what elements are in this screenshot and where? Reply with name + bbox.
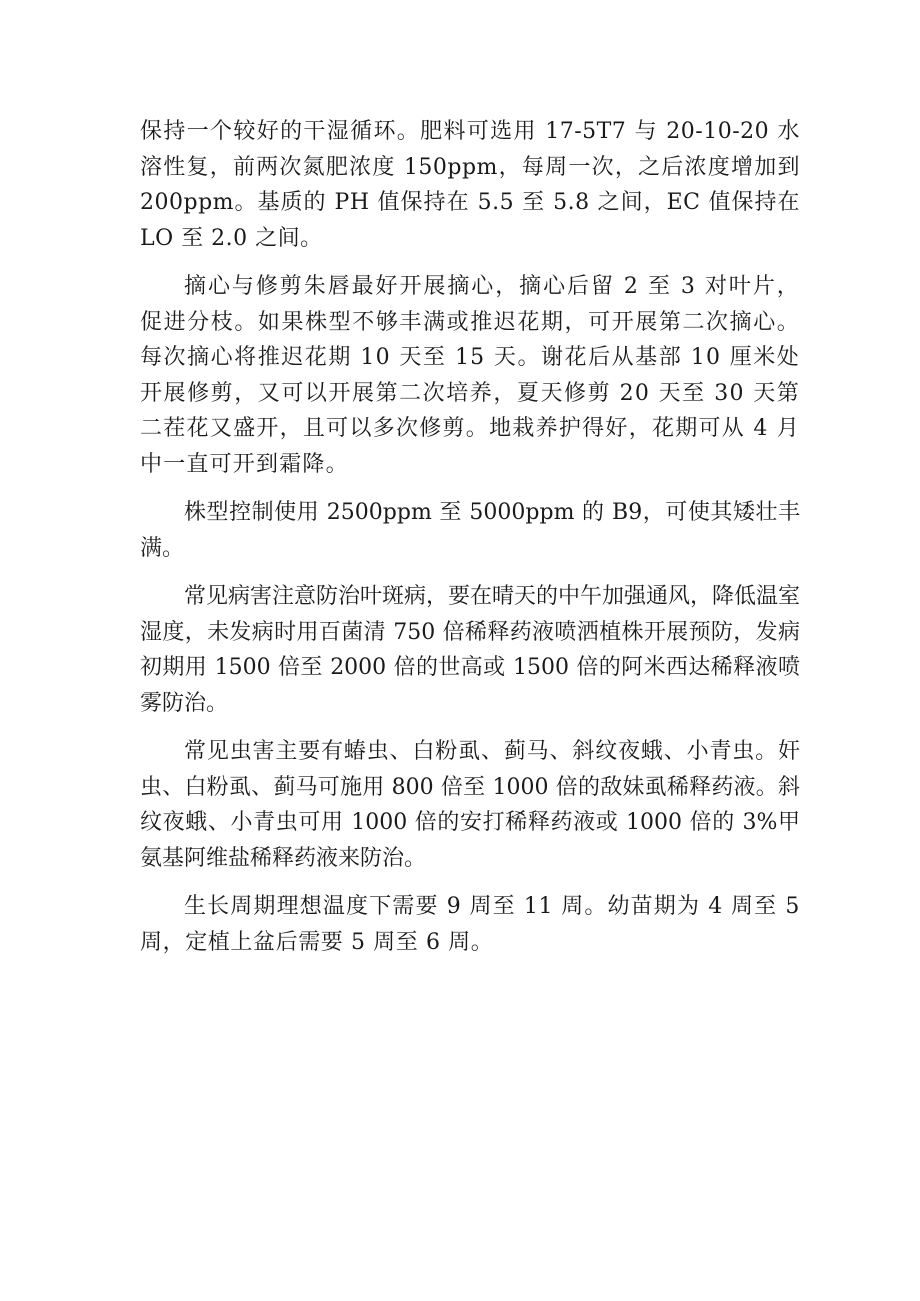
paragraph-growth-cycle: 生长周期理想温度下需要 9 周至 11 周。幼苗期为 4 周至 5 周，定植上盆后需要 5 周至 6 周。 (140, 894, 800, 955)
document-body (140, 114, 800, 973)
paragraph-fertilizer-continued: 保持一个较好的干湿循环。肥料可选用 17-5T7 与 20-10-20 水溶性复，前两次氮肥浓度 150ppm，每周一次，之后浓度增加到 200ppm。基质的 PH 值保持在 5.5 至 5.8 之间，EC 值保持在 LO 至 2.0 之间。 (140, 119, 800, 251)
paragraph-common-pests: 常见虫害主要有蝽虫、白粉虱、蓟马、斜纹夜蛾、小青虫。奸虫、白粉虱、蓟马可施用 800 倍至 1000 倍的敌妹虱稀释药液。斜纹夜蛾、小青虫可用 1000 倍的安打稀释药液或 1000 倍的 3%甲氨基阿维盐稀释药液来防治。 (140, 739, 800, 871)
paragraph-pinching-pruning: 摘心与修剪朱唇最好开展摘心，摘心后留 2 至 3 对叶片，促进分枝。如果株型不够丰满或推迟花期，可开展第二次摘心。每次摘心将推迟花期 10 天至 15 天。谢花后从基部 10 厘米处开展修剪，又可以开展第二次培养，夏天修剪 20 天至 30 天第二茬花又盛开，且可以多次修剪。地栽养护得好，花期可从 4 月中一直可开到霜降。 (140, 274, 800, 477)
paragraph-plant-shape-control: 株型控制使用 2500ppm 至 5000ppm 的 B9，可使其矮壮丰满。 (140, 500, 800, 561)
paragraph-common-diseases: 常见病害注意防治叶斑病，要在晴天的中午加强通风，降低温室湿度，未发病时用百菌清 750 倍稀释药液喷洒植株开展预防，发病初期用 1500 倍至 2000 倍的世高或 1500 倍的阿米西达稀释液喷雾防治。 (140, 584, 801, 716)
